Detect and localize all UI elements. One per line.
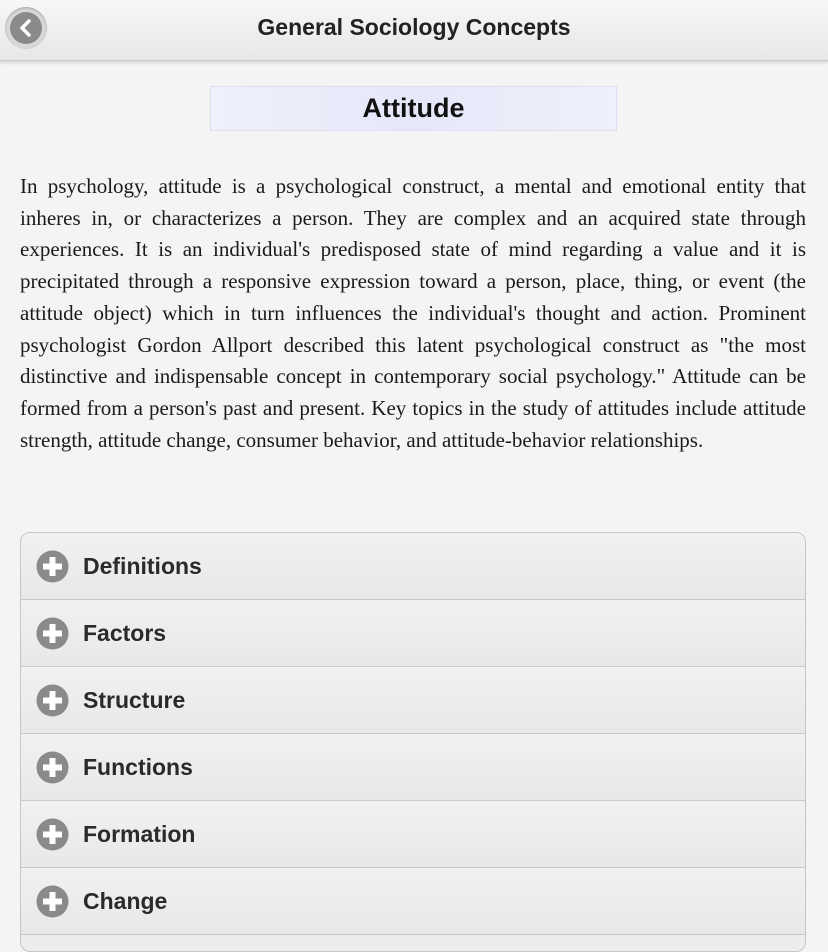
- header-title: General Sociology Concepts: [257, 14, 571, 40]
- accordion-item-definitions[interactable]: [21, 533, 805, 600]
- accordion-item-label: Structure: [83, 686, 186, 713]
- accordion-item-label: Definitions: [83, 552, 202, 579]
- accordion-item-label: Change: [83, 887, 168, 914]
- section-accordion: [20, 532, 806, 952]
- accordion-item-formation[interactable]: [21, 801, 805, 868]
- plus-circle-icon: [36, 550, 69, 583]
- accordion-item-factors[interactable]: [21, 600, 805, 667]
- accordion-item-label: Formation: [83, 820, 196, 847]
- accordion-item-label: Functions: [83, 753, 193, 780]
- app-header: [0, 0, 828, 61]
- plus-circle-icon: [36, 885, 69, 918]
- accordion-item-functions[interactable]: [21, 734, 805, 801]
- accordion-item-structure[interactable]: [21, 667, 805, 734]
- page-title: Attitude: [362, 93, 465, 123]
- plus-circle-icon: [36, 751, 69, 784]
- plus-circle-icon: [36, 617, 69, 650]
- plus-circle-icon: [36, 684, 69, 717]
- accordion-item-label: Factors: [83, 619, 167, 646]
- description-paragraph: In psychology, attitude is a psychological construct, a mental and emotional entity that inheres in, or characterizes a person. They are complex and an acquired state through experiences. It is an individual's predisposed state of mind regarding a value and it is precipitated through a responsive expression toward a person, place, thing, or event (the attitude object) which in turn influences the individual's thought and action. Prominent psychologist Gordon Allport described this latent psychological construct as "the most distinctive and indispensable concept in contemporary social psychology." Attitude can be formed from a person's past and present. Key topics in the study of attitudes include attitude strength, attitude change, consumer behavior, and attitude-behavior relationships.: [20, 174, 806, 452]
- plus-circle-icon: [36, 818, 69, 851]
- accordion-item-change[interactable]: [21, 868, 805, 935]
- page-title-box: [210, 86, 617, 131]
